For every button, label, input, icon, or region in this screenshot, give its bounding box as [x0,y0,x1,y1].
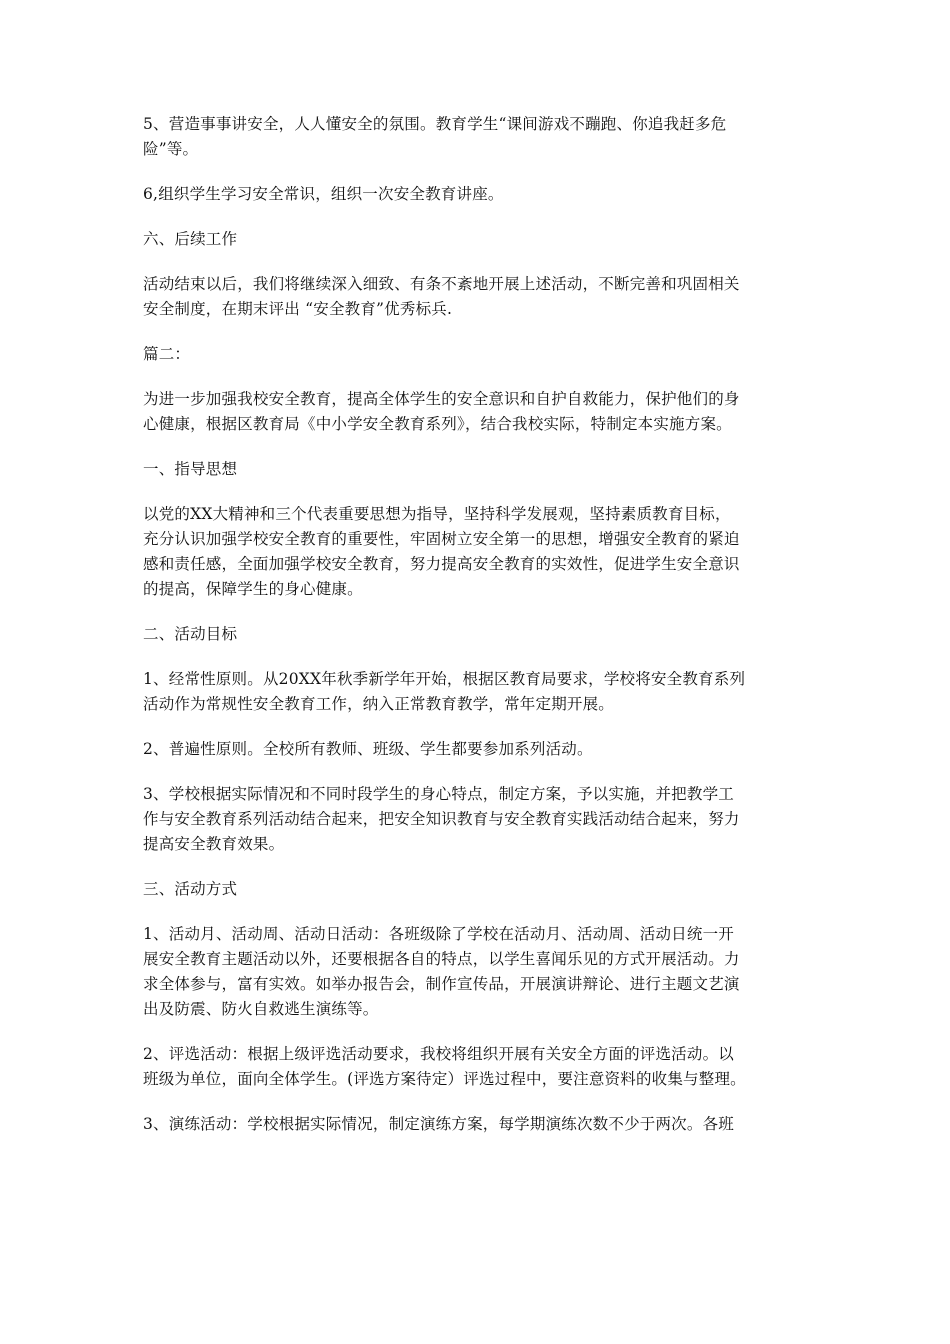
paragraph [143,182,811,207]
paragraph [143,387,811,437]
paragraph [143,502,811,602]
paragraph [143,667,811,717]
text-line: 险”等。 [143,140,199,158]
text-line: 出及防震、防火自救逃生演练等。 [143,1000,379,1018]
text-line: 1、经常性原则。从20XX年秋季新学年开始，根据区教育局要求，学校将安全教育系列 [143,670,746,688]
text-line: 6,组织学生学习安全常识，组织一次安全教育讲座。 [143,185,504,203]
paragraph [143,1112,811,1137]
paragraph [143,922,811,1022]
text-line: 三、活动方式 [143,880,238,898]
paragraph [143,112,811,162]
text-line: 作与安全教育系列活动结合起来，把安全知识教育与安全教育实践活动结合起来，努力 [143,810,740,828]
text-line: 二、活动目标 [143,625,238,643]
text-line: 的提高，保障学生的身心健康。 [143,580,363,598]
text-line: 2、评选活动：根据上级评选活动要求，我校将组织开展有关安全方面的评选活动。以 [143,1045,734,1063]
text-line: 展安全教育主题活动以外，还要根据各自的特点，以学生喜闻乐见的方式开展活动。力 [143,950,740,968]
paragraph [143,877,811,902]
text-line: 班级为单位，面向全体学生。(评选方案待定）评选过程中，要注意资料的收集与整理。 [143,1070,746,1088]
text-line: 感和责任感，全面加强学校安全教育，努力提高安全教育的实效性，促进学生安全意识 [143,555,740,573]
text-line: 求全体参与，富有实效。如举办报告会，制作宣传品，开展演讲辩论、进行主题文艺演 [143,975,740,993]
text-line: 安全制度，在期末评出 “安全教育”优秀标兵. [143,300,453,318]
paragraph [143,457,811,482]
text-line: 心健康，根据区教育局《中小学安全教育系列》，结合我校实际，特制定本实施方案。 [143,415,732,433]
paragraph [143,227,811,252]
text-line: 活动结束以后，我们将继续深入细致、有条不紊地开展上述活动，不断完善和巩固相关 [143,275,740,293]
text-line: 为进一步加强我校安全教育，提高全体学生的安全意识和自护自救能力，保护他们的身 [143,390,740,408]
paragraph [143,1042,811,1092]
text-line: 3、学校根据实际情况和不同时段学生的身心特点，制定方案，予以实施，并把教学工 [143,785,734,803]
text-line: 2、普遍性原则。全校所有教师、班级、学生都要参加系列活动。 [143,740,593,758]
document-body [143,112,811,1157]
paragraph [143,342,811,367]
text-line: 3、演练活动：学校根据实际情况，制定演练方案，每学期演练次数不少于两次。各班 [143,1115,734,1133]
text-line: 5、营造事事讲安全，人人懂安全的氛围。教育学生“课间游戏不蹦跑、你追我赶多危 [143,115,727,133]
text-line: 活动作为常规性安全教育工作，纳入正常教育教学，常年定期开展。 [143,695,615,713]
text-line: 以党的XX大精神和三个代表重要思想为指导，坚持科学发展观，坚持素质教育目标， [143,505,731,523]
paragraph [143,622,811,647]
paragraph [143,272,811,322]
text-line: 一、指导思想 [143,460,238,478]
paragraph [143,782,811,857]
text-line: 充分认识加强学校安全教育的重要性，牢固树立安全第一的思想，增强安全教育的紧迫 [143,530,740,548]
text-line: 1、活动月、活动周、活动日活动：各班级除了学校在活动月、活动周、活动日统一开 [143,925,734,943]
paragraph [143,737,811,762]
text-line: 篇二： [143,345,191,363]
text-line: 提高安全教育效果。 [143,835,285,853]
text-line: 六、后续工作 [143,230,238,248]
